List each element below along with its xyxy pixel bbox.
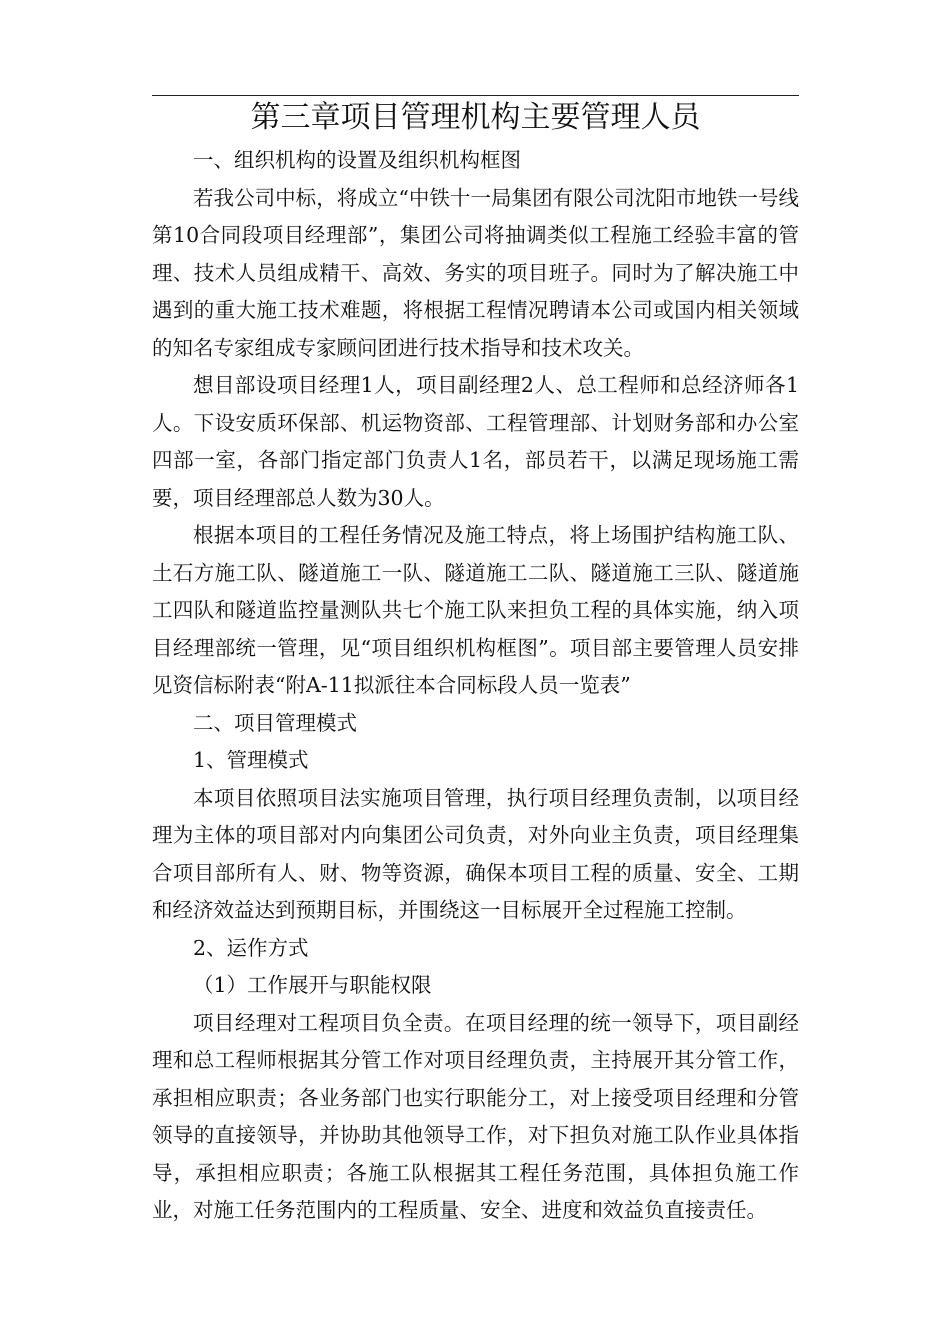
document-body	[152, 142, 799, 1230]
page-title: 第三章项目管理机构主要管理人员	[250, 100, 701, 135]
section-2-paragraph-1: 本项目依照项目法实施项目管理，执行项目经理负责制，以项目经理为主体的项目部对内向集团公司负责，对外向业主负责，项目经理集合项目部所有人、财、物等资源，确保本项目工程的质量、安全、工期和经济效益达到预期目标，并围绕这一目标展开全过程施工控制。	[152, 785, 799, 922]
section-2-subheading-2-1: （1）工作展开与职能权限	[193, 973, 432, 997]
section-2-paragraph-2: 项目经理对工程项目负全责。在项目经理的统一领导下，项目副经理和总工程师根据其分管工作对项目经理负责，主持展开其分管工作，承担相应职责；各业务部门也实行职能分工，对上接受项目经理和分管领导的直接领导，并协助其他领导工作，对下担负对施工队作业具体指导，承担相应职责；各施工队根据其工程任务范围，具体担负施工作业，对施工任务范围内的工程质量、安全、进度和效益负直接责任。	[152, 1010, 799, 1222]
section-1-paragraph-3: 根据本项目的工程任务情况及施工特点，将上场围护结构施工队、土石方施工队、隧道施工一队、隧道施工二队、隧道施工三队、隧道施工四队和隧道监控量测队共七个施工队来担负工程的具体实施，纳入项目经理部统一管理，见“项目组织机构框图”。项目部主要管理人员安排见资信标附表“附A-11拟派往本合同标段人员一览表”	[152, 523, 799, 697]
section-1-paragraph-2: 想目部设项目经理1人，项目副经理2人、总工程师和总经济师各1人。下设安质环保部、机运物资部、工程管理部、计划财务部和办公室四部一室，各部门指定部门负责人1名，部员若干，以满足现场施工需要，项目经理部总人数为30人。	[152, 373, 799, 510]
section-1-paragraph-1: 若我公司中标，将成立“中铁十一局集团有限公司沈阳市地铁一号线第10合同段项目经理部”，集团公司将抽调类似工程施工经验丰富的管理、技术人员组成精干、高效、务实的项目班子。同时为了解决施工中遇到的重大施工技术难题，将根据工程情况聘请本公司或国内相关领域的知名专家组成专家顾问团进行技术指导和技术攻关。	[152, 185, 799, 360]
section-2-subheading-1: 1、管理模式	[193, 748, 309, 772]
section-2-subheading-2: 2、运作方式	[193, 935, 309, 960]
section-2-heading: 二、项目管理模式	[193, 710, 357, 735]
section-1-heading: 一、组织机构的设置及组织机构框图	[193, 148, 521, 172]
